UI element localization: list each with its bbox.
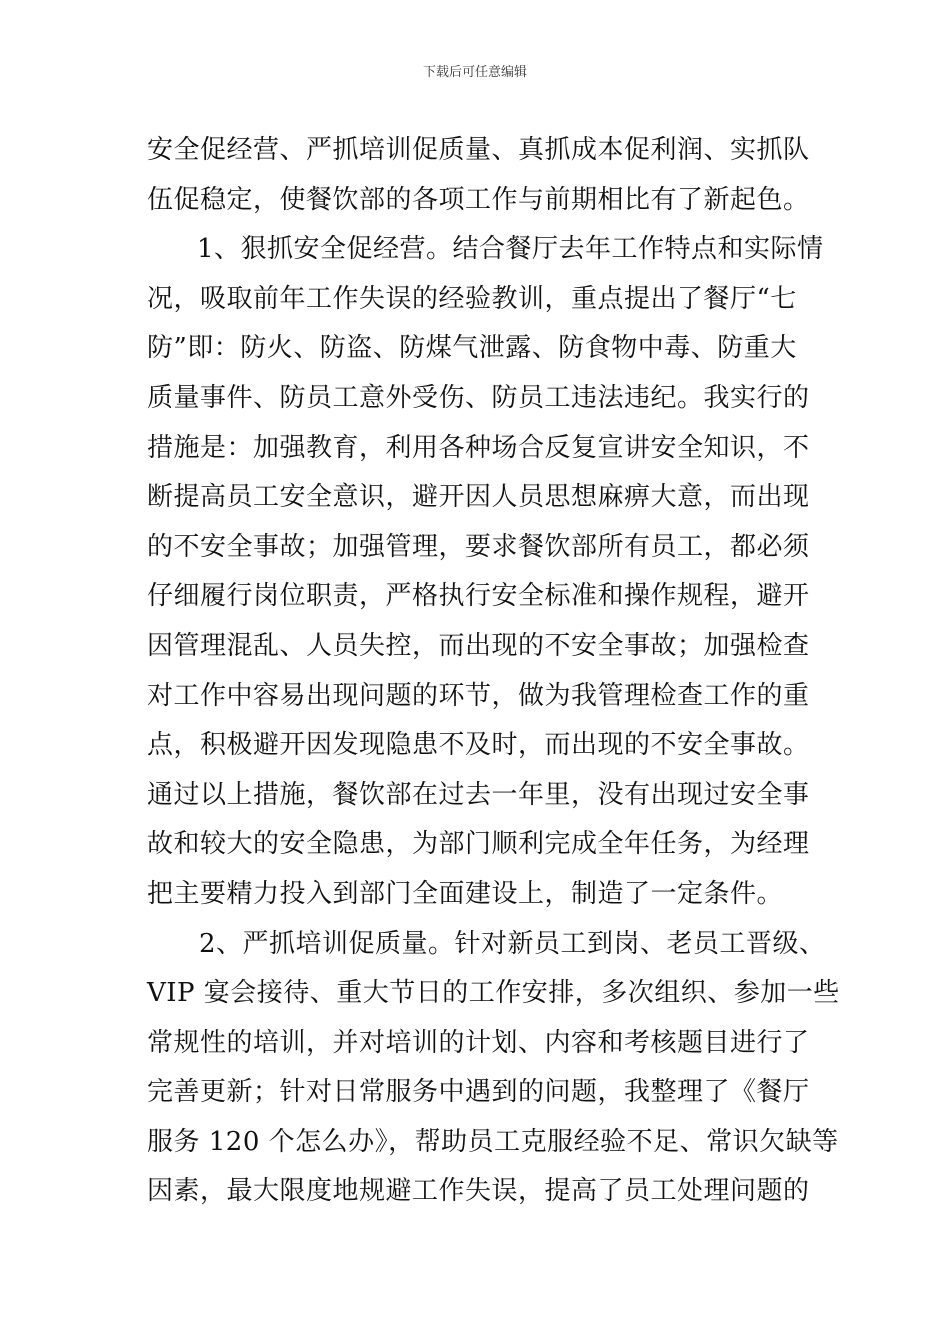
text-line: 通过以上措施，餐饮部在过去一年里，没有出现过安全事 bbox=[147, 779, 810, 810]
paragraph-start-line: 1、狠抓安全促经营。结合餐厅去年工作特点和实际情 bbox=[197, 234, 824, 265]
text-line: VIP 宴会接待、重大节日的工作安排，多次组织、参加一些 bbox=[147, 978, 840, 1009]
text-line: 防”即：防火、防盗、防煤气泄露、防食物中毒、防重大 bbox=[147, 333, 797, 364]
text-line: 因素，最大限度地规避工作失误，提高了员工处理问题的 bbox=[147, 1176, 810, 1207]
text-line: 点，积极避开因发现隐患不及时，而出现的不安全事故。 bbox=[147, 730, 810, 761]
paragraph-start-line: 2、严抓培训促质量。针对新员工到岗、老员工晋级、 bbox=[199, 928, 826, 959]
text-line: 完善更新；针对日常服务中遇到的问题，我整理了《餐厅 bbox=[147, 1077, 810, 1108]
text-line: 安全促经营、严抓培训促质量、真抓成本促利润、实抓队 bbox=[147, 135, 810, 165]
text-line: 服务 120 个怎么办》，帮助员工克服经验不足、常识欠缺等 bbox=[147, 1126, 839, 1157]
text-line: 故和较大的安全隐患，为部门顺利完成全年任务，为经理 bbox=[147, 829, 810, 860]
text-line: 况，吸取前年工作失误的经验教训，重点提出了餐厅“七 bbox=[147, 283, 797, 314]
page-header: 下载后可任意编辑 bbox=[422, 65, 527, 80]
text-line: 质量事件、防员工意外受伤、防员工违法违纪。我实行的 bbox=[147, 382, 810, 413]
text-line: 仔细履行岗位职责，严格执行安全标准和操作规程，避开 bbox=[147, 581, 810, 612]
text-line: 断提高员工安全意识，避开因人员思想麻痹大意，而出现 bbox=[147, 482, 810, 513]
text-line: 把主要精力投入到部门全面建设上，制造了一定条件。 bbox=[147, 878, 784, 909]
text-line: 因管理混乱、人员失控，而出现的不安全事故；加强检查 bbox=[147, 630, 810, 661]
text-line: 的不安全事故；加强管理，要求餐饮部所有员工，都必须 bbox=[147, 531, 810, 562]
text-line: 常规性的培训，并对培训的计划、内容和考核题目进行了 bbox=[147, 1027, 810, 1058]
text-line: 伍促稳定，使餐饮部的各项工作与前期相比有了新起色。 bbox=[147, 184, 810, 215]
text-line: 对工作中容易出现问题的环节，做为我管理检查工作的重 bbox=[147, 680, 810, 711]
document-body bbox=[147, 126, 840, 1217]
text-line: 措施是：加强教育，利用各种场合反复宣讲安全知识，不 bbox=[147, 432, 810, 463]
